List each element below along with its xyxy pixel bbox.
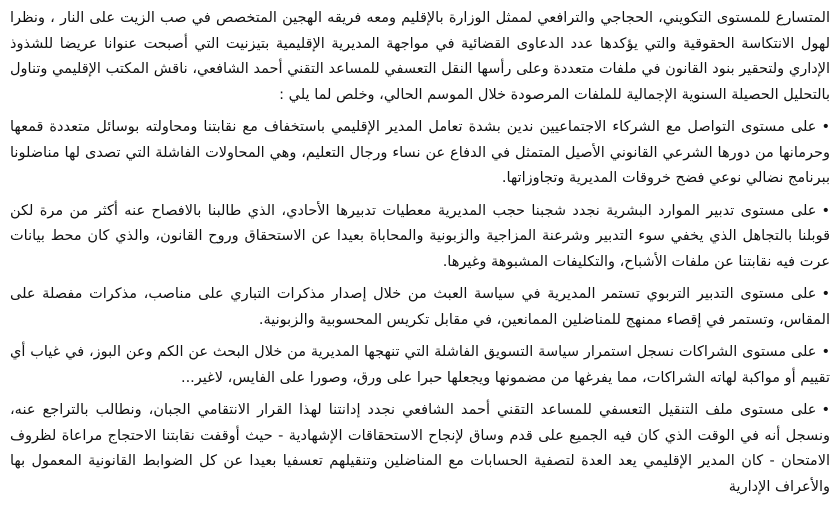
intro-paragraph: المتسارع للمستوى التكويني، الحجاجي والترافعي لممثل الوزارة بالإقليم ومعه فريقه الهجين المتخصص في صب الزيت على النار ، ونظرا لهول الانتكاسة الحقوقية والتي يؤكدها عدد الدعاوى القضائية في مواجهة المديرية الإقليمية بتيزنيت التي أصبحت عنوانا عريضا للشذوذ الإداري ولتحقير بنود القانون في ملفات متعددة وعلى رأسها النقل التعسفي للمساعد التقني أحمد الشافعي، ناقش المكتب الإقليمي وتناول بالتحليل الحصيلة السنوية الإجمالية للملفات المرصودة خلال الموسم الحالي، وخلص لما يلي : — [10, 10, 830, 103]
point-paragraph-partnerships — [10, 340, 830, 391]
point-text-transfer-case: على مستوى ملف التنقيل التعسفي للمساعد التقني أحمد الشافعي نجدد إدانتنا لهذا القرار الانتقامي الجبان، ونطالب بالتراجع عنه، ونسجل أنه في الوقت الذي كان فيه الجميع على قدم وساق لإنجاح الاستحقاقات الإشهادية - حيث أوقفت نقابتنا الاحتجاج مراعاة لظروف الامتحان - كان المدير الإقليمي يعد العدة لتصفية الحسابات مع المناضلين وتنقيلهم تعسفيا بعيدا عن كل الضوابط القانونية المعمول بها والأعراف الإدارية — [10, 402, 830, 495]
bullet-marker: • — [821, 119, 830, 135]
bullet-marker: • — [821, 286, 830, 302]
point-text-communication: على مستوى التواصل مع الشركاء الاجتماعيين ندين بشدة تعامل المدير الإقليمي باستخفاف مع نقابتنا ومحاولته بوسائل متعددة قمعها وحرمانها من دورها الشرعي القانوني الأصيل المتمثل في الدفاع عن نساء ورجال التعليم، وهي المحاولات الفاشلة التي تصدى لها مناضلونا ببرنامج نضالي نوعي فضح خروقات المديرية وتجاوزاتها. — [10, 119, 830, 186]
point-paragraph-pedagogical — [10, 282, 830, 333]
point-text-pedagogical: على مستوى التدبير التربوي تستمر المديرية في سياسة العبث من خلال إصدار مذكرات التباري على مناصب، مذكرات مفصلة على المقاس، وتستمر في إقصاء ممنهج للمناضلين الممانعين، في مقابل تكريس المحسوبية والزبونية. — [10, 286, 830, 328]
point-text-human-resources: على مستوى تدبير الموارد البشرية نجدد شجبنا حجب المديرية معطيات تدبيرها الأحادي، الذي طالبنا بالافصاح عنه أكثر من مرة لكن قوبلنا بالتجاهل الذي يخفي سوء التدبير وشرعنة المزاجية والزبونية والمحاباة بعيدا عن الاستحقاق وروح القانون، والذي كان محط بيانات عرت فيه نقابتنا عن ملفات الأشباح، والتكليفات المشبوهة وغيرها. — [10, 202, 830, 270]
bullet-marker: • — [821, 402, 830, 418]
point-paragraph-human-resources — [10, 199, 830, 276]
point-paragraph-transfer-case — [10, 398, 830, 500]
point-paragraph-communication — [10, 115, 830, 192]
bullet-marker: • — [821, 344, 830, 360]
bullet-marker: • — [821, 202, 830, 219]
point-text-partnerships: على مستوى الشراكات نسجل استمرار سياسة التسويق الفاشلة التي تنهجها المديرية من خلال البحث عن الكم وعن البوز، في غياب أي تقييم أو مواكبة لهاته الشراكات، مما يفرغها من مضمونها ويجعلها حبرا على ورق، وصورا على الفايس، لاغير... — [10, 344, 830, 386]
